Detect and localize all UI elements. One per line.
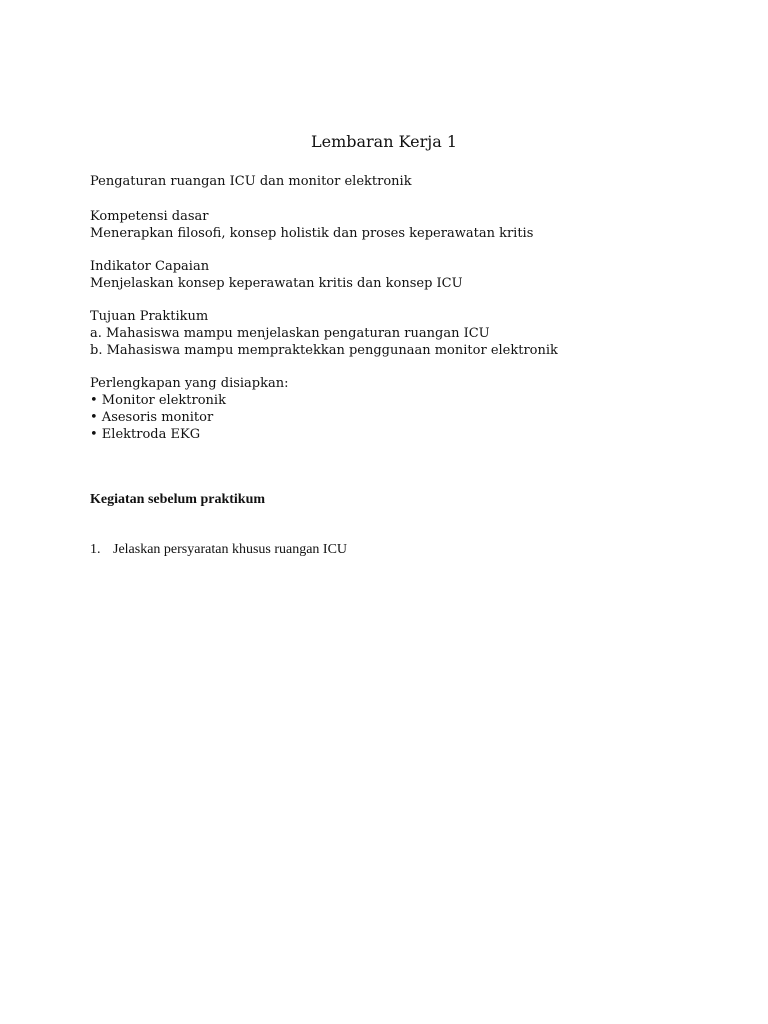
section-kompetensi bbox=[90, 208, 710, 242]
numbered-list-item bbox=[90, 541, 347, 559]
section-text: Menjelaskan konsep keperawatan kritis dan konsep ICU bbox=[90, 276, 463, 291]
section-heading: Indikator Capaian bbox=[90, 259, 210, 274]
section-perlengkapan bbox=[90, 375, 710, 443]
list-number: 1. bbox=[90, 542, 101, 557]
list-item: a. Mahasiswa mampu menjelaskan pengaturan ruangan ICU bbox=[90, 326, 490, 341]
list-item-text: Jelaskan persyaratan khusus ruangan ICU bbox=[113, 542, 348, 557]
document-subtitle: Pengaturan ruangan ICU dan monitor elektronik bbox=[90, 174, 412, 189]
page-title: Lembaran Kerja 1 bbox=[310, 132, 458, 151]
list-item: • Elektroda EKG bbox=[90, 427, 201, 442]
section-heading-kegiatan: Kegiatan sebelum praktikum bbox=[90, 492, 266, 507]
section-tujuan bbox=[90, 308, 710, 359]
section-heading: Kompetensi dasar bbox=[90, 209, 209, 224]
list-item: b. Mahasiswa mampu mempraktekkan penggunaan monitor elektronik bbox=[90, 343, 558, 358]
section-indikator bbox=[90, 258, 710, 292]
list-item: • Monitor elektronik bbox=[90, 393, 226, 408]
section-heading: Perlengkapan yang disiapkan: bbox=[90, 376, 289, 391]
section-heading: Tujuan Praktikum bbox=[90, 309, 209, 324]
document-body bbox=[90, 173, 710, 459]
list-item: • Asesoris monitor bbox=[90, 410, 214, 425]
section-text: Menerapkan filosofi, konsep holistik dan proses keperawatan kritis bbox=[90, 226, 534, 241]
